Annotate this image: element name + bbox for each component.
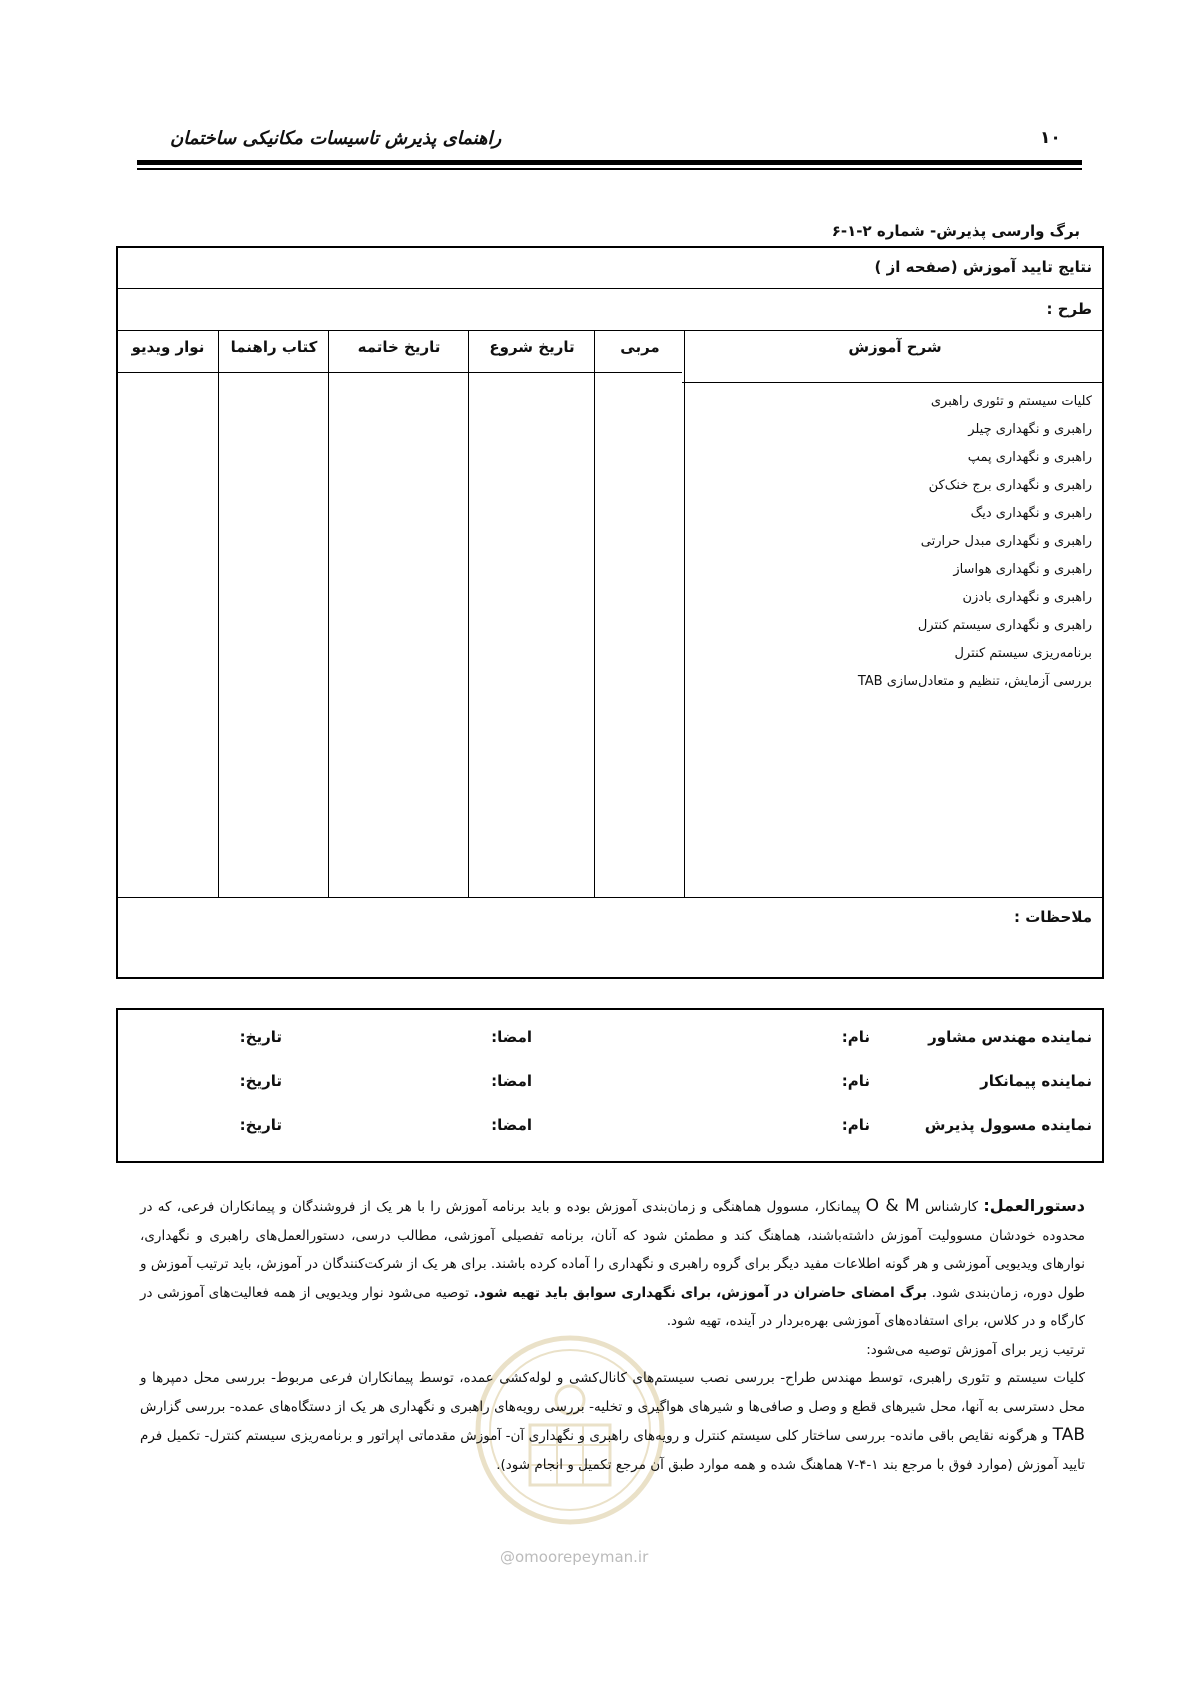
- course-item: راهبری و نگهداری دیگ: [970, 506, 1092, 521]
- name-field-label: نام:: [841, 1028, 870, 1046]
- name-field-label: نام:: [841, 1116, 870, 1134]
- header-rule-thin: [137, 168, 1082, 170]
- running-header-title: راهنمای پذیرش تاسیسات مکانیکی ساختمان: [170, 128, 502, 149]
- instructions-paragraph: ترتیب زیر برای آموزش توصیه می‌شود:: [866, 1341, 1085, 1358]
- instructions-paragraph: [140, 1364, 1085, 1479]
- signature-table: [116, 1008, 1104, 1163]
- column-header-video-tape: نوار ویدیو: [131, 338, 205, 356]
- course-item: بررسی آزمایش، تنظیم و متعادل‌سازی TAB: [857, 674, 1092, 689]
- signature-field-label: امضا:: [491, 1072, 532, 1090]
- column-header-start-date: تاریخ شروع: [489, 338, 575, 356]
- instructions-text: کلیات سیستم و تئوری راهبری، توسط مهندس طراح- بررسی نصب سیستم‌های کانال‌کشی و لوله‌کشی عمده، توسط پیمانکاران فرعی مربوط- بررسی محل دمپرها و محل دسترسی به آنها، محل شیرهای قطع و وصل و صافی‌ها و شیرهای هواگیری و تخلیه- بررسی رویه‌های راهبری و نگهداری هر یک از دستگاه‌های عمده- بررسی گزارش: [140, 1370, 1085, 1415]
- name-field-label: نام:: [841, 1072, 870, 1090]
- page-number: ۱۰: [1040, 128, 1061, 148]
- column-header-end-date: تاریخ خاتمه: [357, 338, 441, 356]
- signature-field-label: امضا:: [491, 1028, 532, 1046]
- signature-row: [118, 1116, 1102, 1146]
- instructions-text: توصیه می‌شود نوار ویدیویی از همه فعالیت‌های آموزشی در کارگاه و در کلاس، برای استفاده‌های آموزشی بهره‌بردار در آینده، تهیه شود.: [140, 1284, 1085, 1329]
- course-item: راهبری و نگهداری پمپ: [967, 450, 1092, 465]
- column-divider: [218, 330, 219, 897]
- remarks-label: ملاحظات :: [1013, 908, 1092, 926]
- instructions-text: پیمانکار، مسوول هماهنگی و زمان‌بندی آموزش بوده و باید برنامه آموزش را با هر یک از فروشندگان و پیمانکاران فرعی، که در محدوده خودشان مسوولیت آموزش داشته‌باشند، هماهنگ کند و مطمئن شود که آنان، برنامه تفصیلی آموزشی، مطالب درسی، دستورالعمل‌های راهبری و نگهداری، نوارهای ویدیویی آموزشی و هر گونه اطلاعات مفید دیگر برای گروه راهبری و نگهداری را آماده کرده باشند. برای هر یک از شرکت‌کنندگان در آموزش، باید ترتیب آموزش و طول دوره، زمان‌بندی شود.: [140, 1199, 1086, 1301]
- course-list: [692, 388, 1092, 696]
- signature-role: نماینده پیمانکار: [980, 1072, 1092, 1090]
- table-divider: [118, 897, 1102, 898]
- course-item: راهبری و نگهداری بادزن: [962, 590, 1092, 605]
- signature-row: [118, 1028, 1102, 1058]
- instructions-block: [140, 1192, 1085, 1479]
- course-item: کلیات سیستم و تئوری راهبری: [930, 394, 1092, 409]
- om-term: O & M: [865, 1196, 920, 1216]
- table-divider: [118, 288, 1102, 289]
- tab-term: TAB: [1052, 1425, 1085, 1445]
- column-divider: [684, 330, 685, 897]
- date-field-label: تاریخ:: [239, 1116, 282, 1134]
- form-title: برگ وارسی پذیرش- شماره ۲-۱-۶: [831, 222, 1080, 240]
- course-item: راهبری و نگهداری هواساز: [953, 562, 1092, 577]
- column-divider: [328, 330, 329, 897]
- date-field-label: تاریخ:: [239, 1028, 282, 1046]
- header-rule-thick: [137, 160, 1082, 165]
- watermark-url: @omoorepeyman.ir: [500, 1548, 649, 1566]
- project-label: طرح :: [1046, 300, 1092, 318]
- column-header-description: شرح آموزش: [848, 338, 942, 356]
- signature-role: نماینده مهندس مشاور: [928, 1028, 1092, 1046]
- column-divider: [468, 330, 469, 897]
- signature-row: [118, 1072, 1102, 1102]
- column-header-guide-book: کتاب راهنما: [230, 338, 318, 356]
- signature-role: نماینده مسوول پذیرش: [924, 1116, 1092, 1134]
- course-item: راهبری و نگهداری مبدل حرارتی: [920, 534, 1092, 549]
- instructions-paragraph: [140, 1192, 1085, 1336]
- column-header-divider: [118, 372, 682, 373]
- column-header-divider: [682, 382, 1102, 383]
- instructions-text: و هرگونه نقایص باقی مانده- بررسی ساختار کلی سیستم کنترل و رویه‌های راهبری و نگهداری آن- آموزش مقدماتی اپراتور و برنامه‌ریزی سیستم کنترل- تکمیل فرم تایید آموزش (موارد فوق با مرجع بند ۱-۴-۷ هماهنگ شده و همه موارد طبق آن مرجع تکمیل و انجام شود).: [140, 1428, 1085, 1473]
- results-label: نتایج تایید آموزش (صفحه از ): [874, 258, 1092, 276]
- training-approval-table: [116, 246, 1104, 979]
- course-item: راهبری و نگهداری چیلر: [968, 422, 1092, 437]
- column-divider: [594, 330, 595, 897]
- course-item: برنامه‌ریزی سیستم کنترل: [954, 646, 1092, 661]
- instructions-text: کارشناس: [925, 1199, 979, 1215]
- course-item: راهبری و نگهداری سیستم کنترل: [917, 618, 1092, 633]
- instructions-label: دستورالعمل:: [983, 1196, 1085, 1215]
- table-divider: [118, 330, 1102, 331]
- instructions-emphasis: برگ امضای حاضران در آموزش، برای نگهداری سوابق باید تهیه شود.: [473, 1284, 928, 1301]
- signature-field-label: امضا:: [491, 1116, 532, 1134]
- course-item: راهبری و نگهداری برج خنک‌کن: [928, 478, 1092, 493]
- column-header-instructor: مربی: [620, 338, 660, 356]
- date-field-label: تاریخ:: [239, 1072, 282, 1090]
